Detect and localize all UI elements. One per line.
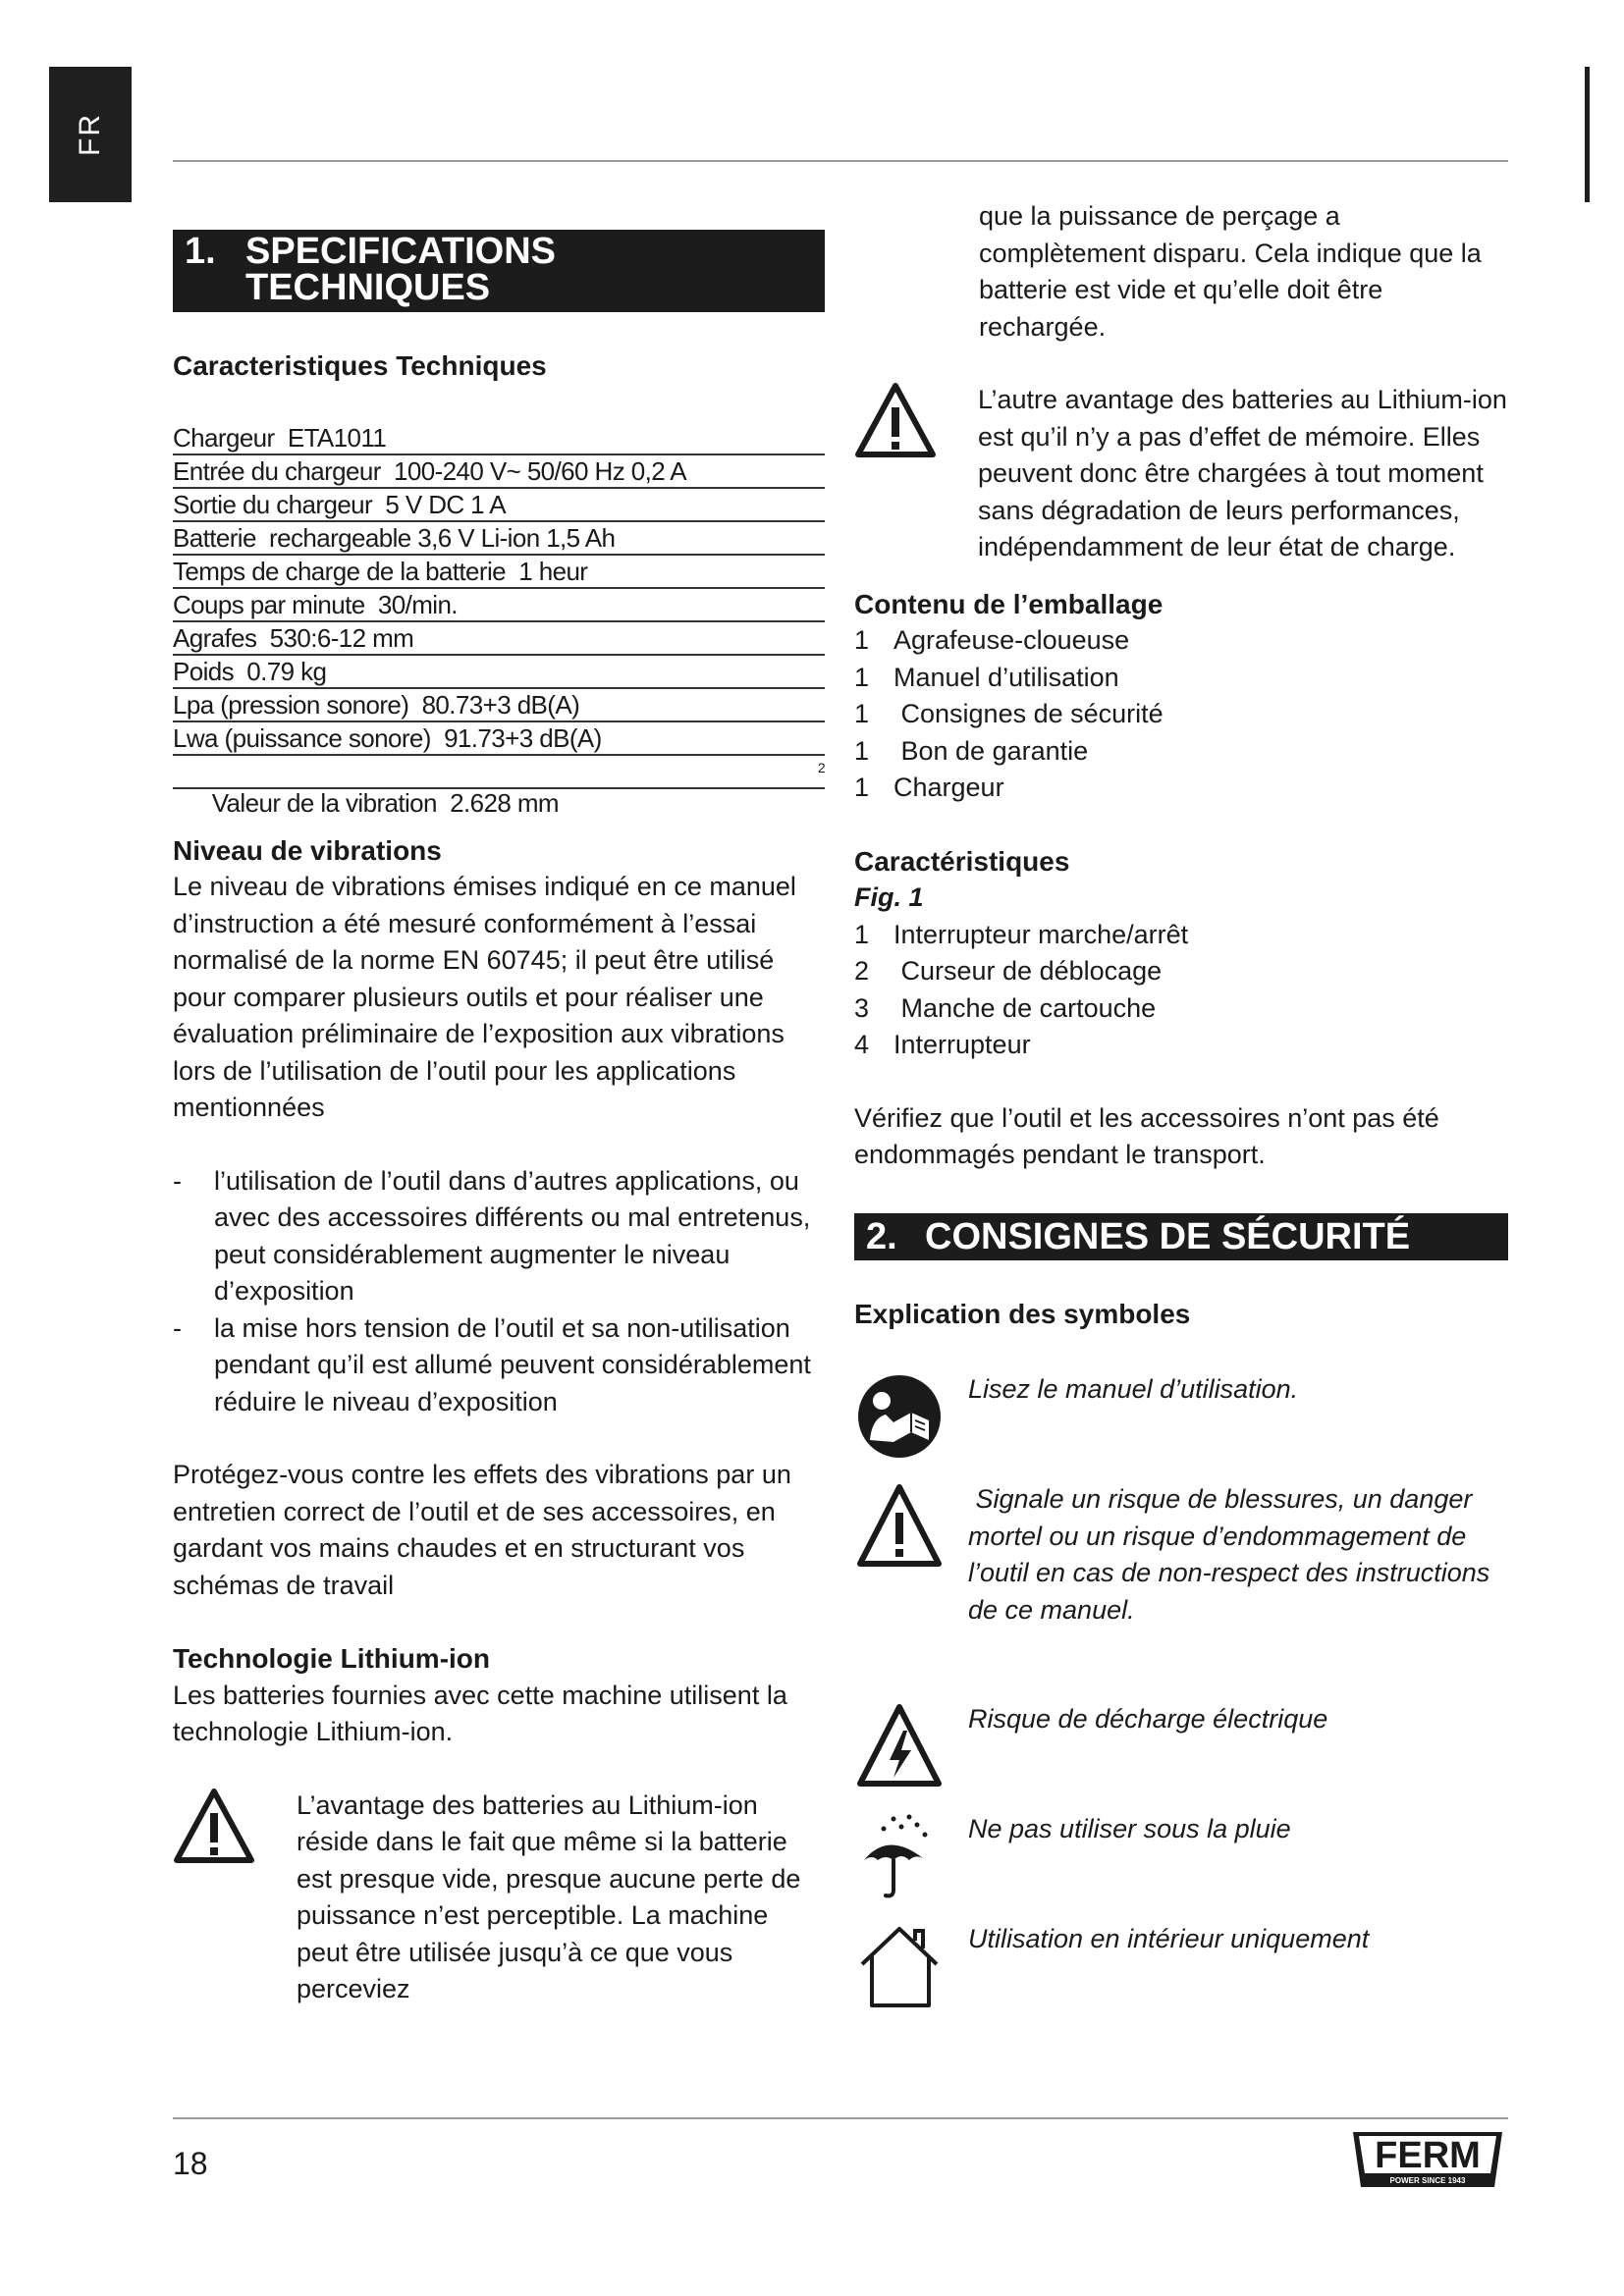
symbol-text: Utilisation en intérieur uniquement — [968, 1924, 1370, 1953]
ferm-logo — [1347, 2128, 1508, 2191]
spec-row-vibration — [173, 756, 825, 818]
spec-row: Temps de charge de la batterie 1 heur — [173, 556, 825, 589]
symbol-row-electric-shock — [854, 1701, 1508, 1811]
section-1-number: 1. — [185, 231, 216, 272]
language-label: FR — [74, 113, 106, 156]
symbol-row-read-manual — [854, 1371, 1508, 1481]
right-column — [854, 192, 1508, 2031]
symbol-text: Ne pas utiliser sous la pluie — [968, 1814, 1291, 1843]
list-item: 1 Agrafeuse-cloueuse — [854, 625, 1130, 655]
read-manual-icon — [854, 1371, 948, 1466]
package-list — [854, 622, 1508, 807]
list-item: 1 Bon de garantie — [854, 735, 1089, 766]
lithium-warning-1 — [173, 1788, 825, 2008]
vibration-list — [173, 1163, 825, 1421]
section-2-heading — [854, 1213, 1508, 1260]
check-paragraph: Vérifiez que l’outil et les accessoires n’ont pas été endommagés pendant le transport. — [854, 1102, 1439, 1169]
indoor-use-icon — [854, 1921, 948, 2015]
logo-wordmark: FERM — [1375, 2135, 1481, 2176]
list-item: 1 Interrupteur marche/arrêt — [854, 919, 1189, 949]
lithium-warning-2 — [854, 382, 1508, 566]
section-2-title: CONSIGNES DE SÉCURITÉ — [925, 1215, 1411, 1257]
spec-row: Lpa (pression sonore) 80.73+3 dB(A) — [173, 689, 825, 722]
spec-row: Poids 0.79 kg — [173, 656, 825, 689]
spec-row: Coups par minute 30/min. — [173, 589, 825, 622]
list-item: 1 Consignes de sécurité — [854, 699, 1164, 728]
symbol-text: Signale un risque de blessures, un danger mortel ou un risque d’endommagement de l’outil en cas de non-respect des instructions de ce manuel. — [968, 1484, 1497, 1625]
list-item: 2 Curseur de déblocage — [854, 956, 1163, 986]
section-1-title-line1: SPECIFICATIONS — [245, 231, 556, 272]
features-list — [854, 917, 1508, 1064]
lithium-heading: Technologie Lithium-ion — [173, 1643, 490, 1674]
electric-shock-icon — [854, 1701, 948, 1795]
lithium-warning-1-text: L’avantage des batteries au Lithium-ion réside dans le fait que même si la batterie est presque vide, presque aucune perte de puissance n’est perceptible. La machine peut être utilisée jusqu’à ce que vous perceviez — [297, 1789, 801, 2003]
page-number: 18 — [173, 2146, 208, 2181]
list-item: 1 Manuel d’utilisation — [854, 662, 1119, 692]
list-item: 4 Interrupteur — [854, 1030, 1031, 1059]
section-1-title-line2: TECHNIQUES — [245, 267, 491, 308]
left-column — [173, 192, 825, 2008]
spec-row: Agrafes 530:6-12 mm — [173, 622, 825, 656]
symbol-row-indoor — [854, 1921, 1508, 2031]
symbols-heading: Explication des symboles — [854, 1298, 1191, 1329]
specs-table — [173, 422, 825, 818]
warning-icon — [854, 382, 931, 469]
spec-row: Lwa (puissance sonore) 91.73+3 dB(A) — [173, 722, 825, 756]
spec-row: Chargeur ETA1011 — [173, 422, 825, 455]
symbol-text: Risque de décharge électrique — [968, 1704, 1328, 1734]
vibration-paragraph: Le niveau de vibrations émises indiqué en ce manuel d’instruction a été mesuré conformément à l’essai normalisé de la norme EN 60745; il peut être utilisé pour comparer plusieurs outils et pour réaliser une évaluation préliminaire de l’exposition aux vibrations lors de l’utilisation de l’outil pour les applications mentionnées — [173, 872, 796, 1122]
bottom-divider — [173, 2117, 1508, 2119]
vibration-value: Valeur de la vibration 2.628 mm — [211, 787, 559, 818]
package-heading: Contenu de l’emballage — [854, 588, 1164, 619]
symbol-text: Lisez le manuel d’utilisation. — [968, 1374, 1299, 1404]
spec-row: Batterie rechargeable 3,6 V Li-ion 1,5 Ah — [173, 522, 825, 556]
list-item: - la mise hors tension de l’outil et sa non-utilisation pendant qu’il est allumé peuvent considérablement réduire le niveau d’exposition — [173, 1310, 825, 1421]
list-item: - l’utilisation de l’outil dans d’autres applications, ou avec des accessoires différents ou mal entretenus, peut considérablement augmenter le niveau d’exposition — [173, 1163, 825, 1310]
symbol-row-warning — [854, 1481, 1508, 1701]
section-2-number: 2. — [866, 1215, 897, 1257]
vibration-heading: Niveau de vibrations — [173, 834, 442, 866]
specs-heading: Caracteristiques Techniques — [173, 350, 547, 381]
warning-icon — [173, 1788, 249, 1875]
lithium-warning-2-text: L’autre avantage des batteries au Lithium-ion est qu’il n’y a pas d’effet de mémoire. Elles peuvent donc être chargées à tout moment sans dégradation de leurs performances, indépendamment de leur état de charge. — [978, 385, 1507, 561]
language-tab — [49, 67, 132, 202]
spec-row: Entrée du chargeur 100-240 V~ 50/60 Hz 0,2 A — [173, 455, 825, 489]
section-1-heading — [173, 230, 825, 312]
features-heading: Caractéristiques — [854, 845, 1070, 877]
top-divider — [173, 160, 1508, 162]
features-figure-ref: Fig. 1 — [854, 882, 924, 912]
list-item: 1 Chargeur — [854, 773, 1004, 802]
lithium-warning-1-continued: que la puissance de perçage a complètement disparu. Cela indique que la batterie est vide et qu’elle doit être rechargée. — [979, 201, 1482, 342]
logo-tagline: POWER SINCE 1943 — [1389, 2176, 1466, 2185]
protect-paragraph: Protégez-vous contre les effets des vibrations par un entretien correct de l’outil et de ses accessoires, en gardant vos mains chaudes et en structurant vos schémas de travail — [173, 1460, 791, 1600]
margin-bar — [1585, 67, 1590, 202]
symbol-row-rain — [854, 1811, 1508, 1921]
list-item: 3 Manche de cartouche — [854, 992, 1157, 1023]
spec-row: Sortie du chargeur 5 V DC 1 A — [173, 489, 825, 522]
warning-icon — [854, 1481, 948, 1575]
vibration-superscript: 2 — [817, 759, 825, 775]
lithium-paragraph: Les batteries fournies avec cette machine utilisent la technologie Lithium-ion. — [173, 1680, 787, 1746]
no-rain-icon — [854, 1811, 948, 1905]
